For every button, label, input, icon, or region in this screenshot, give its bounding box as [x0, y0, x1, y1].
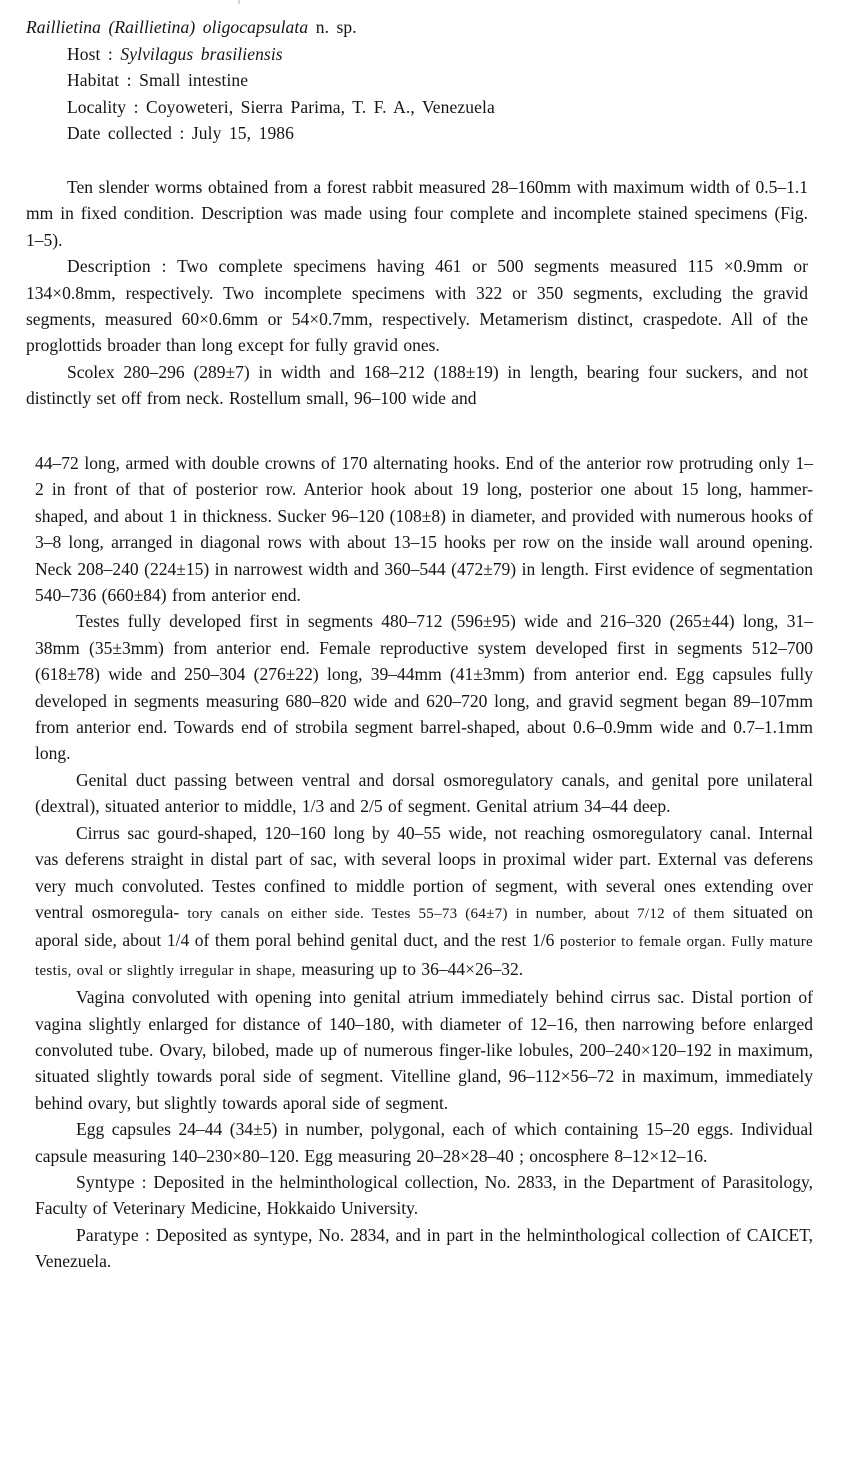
paratype-label: Paratype : [76, 1224, 151, 1245]
paragraph-scolex-continued: 44–72 long, armed with double crowns of 170 alternating hooks. End of the anterior row protruding only 1–2 in front of that of posterior row. Anterior hook about 19 long, posterior one about 15 long, hammer-shaped, and about 1 in thickness. Sucker 96–120 (108±8) in diameter, and provided with numerous hooks of 3–8 long, arranged in diagonal rows with about 13–15 hooks per row on the inside wall around opening. Neck 208–240 (224±15) in narrowest width and 360–544 (472±79) in length. First evidence of segmentation 540–736 (660±84) from anterior end. [35, 453, 813, 606]
cirrus-sac-text-3: situated on aporal side, about 1/4 of them poral behind genital duct, and the rest 1/6 [35, 901, 814, 951]
locality-label: Locality : [67, 96, 139, 117]
scan-mark [238, 0, 240, 4]
paragraph-testes: Testes fully developed first in segments 480–712 (596±95) wide and 216–320 (265±44) long, 31–38mm (35±3mm) from anterior end. Female reproductive system developed first in segments 512–700 (618±78) wide and 250–304 (276±22) long, 39–44mm (41±3mm) from anterior end. Egg capsules fully developed in segments measuring 680–820 wide and 620–720 long, and gravid segment began 89–107mm from anterior end. Towards end of strobila segment barrel-shaped, about 0.6–0.9mm wide and 0.7–1.1mm long. [35, 611, 813, 764]
paragraph-genital-duct: Genital duct passing between ventral and dorsal osmoregulatory canals, and genital pore unilateral (dextral), situated anterior to middle, 1/3 and 2/5 of segment. Genital atrium 34–44 deep. [35, 769, 813, 817]
paragraph-egg-capsules: Egg capsules 24–44 (34±5) in number, polygonal, each of which containing 15–20 eggs. Individual capsule measuring 140–230×80–120. Egg measuring 20–28×28–40 ; oncosphere 8–12×12–16. [35, 1119, 813, 1166]
paragraph-cirrus-sac [35, 820, 813, 984]
cirrus-sac-text-5: measuring up to 36–44×26–32. [301, 958, 524, 979]
title-species: oligocapsulata [202, 17, 309, 37]
body-text-lower [35, 450, 813, 1275]
paragraph-scolex-start: Scolex 280–296 (289±7) in width and 168–212 (188±19) in length, bearing four suckers, and not distinctly set off from neck. Rostellum small, 96–100 wide and [26, 361, 808, 409]
syntype-label: Syntype : [76, 1171, 147, 1192]
paragraph-paratype [35, 1222, 813, 1275]
title-genus: Raillietina [26, 17, 101, 37]
cirrus-sac-text-1: Cirrus sac gourd-shaped, 120–160 long by 40–55 wide, not reaching osmoregulatory canal. Internal vas deferens straight in distal part of sac, with several loops in proximal wider part. External vas deferens very much convoluted. Testes confined to middle portion of segment, with several ones extending over ventral osmoregula- [35, 822, 813, 922]
locality-line [26, 94, 786, 121]
body-text-upper [26, 174, 808, 412]
paragraph-syntype [35, 1169, 813, 1222]
title-subgenus: (Raillietina) [108, 17, 196, 37]
host-label: Host : [67, 43, 113, 64]
date-label: Date collected : [67, 123, 185, 143]
description-label: Description : [67, 256, 167, 277]
habitat-label: Habitat : [67, 70, 132, 90]
habitat-line [26, 67, 786, 94]
date-value: July 15, 1986 [191, 123, 294, 143]
species-title [26, 14, 786, 41]
title-suffix: n. sp. [315, 17, 357, 37]
paragraph-description [26, 253, 808, 359]
species-header [26, 14, 786, 147]
host-line [26, 41, 786, 68]
paratype-text: Deposited as syntype, No. 2834, and in part in the helminthological collection of CAICET, Venezuela. [35, 1224, 814, 1272]
syntype-text: Deposited in the helminthological collection, No. 2833, in the Department of Parasitology, Faculty of Veterinary Medicine, Hokkaido University. [35, 1171, 813, 1219]
paragraph-vagina: Vagina convoluted with opening into genital atrium immediately behind cirrus sac. Distal portion of vagina slightly enlarged for distance of 140–180, with diameter of 12–16, then narrowing before enlarged convoluted tube. Ovary, bilobed, made up of numerous finger-like lobules, 200–240×120–192 in maximum, situated slightly towards poral side of segment. Vitelline gland, 96–112×56–72 in maximum, immediately behind ovary, but slightly towards aporal side of segment. [35, 987, 813, 1113]
locality-value: Coyoweteri, Sierra Parima, T. F. A., Venezuela [146, 96, 495, 117]
habitat-value: Small intestine [139, 70, 249, 90]
description-text: Two complete specimens having 461 or 500 segments measured 115 ×0.9mm or 134×0.8mm, respectively. Two incomplete specimens with 322 or 350 segments, excluding the gravid segments, measured 60×0.6mm or 54×0.7mm, respectively. Metamerism distinct, craspedote. All of the proglottids broader than long except for fully gravid ones. [26, 256, 808, 356]
cirrus-sac-text-2: tory canals on either side. Testes 55–73 (64±7) in number, about 7/12 of them [187, 905, 725, 922]
cirrus-sac-text-4: posterior to female organ. Fully mature testis, oval or slightly irregular in shape, [35, 934, 813, 979]
date-line [26, 120, 786, 147]
paragraph-intro: Ten slender worms obtained from a forest rabbit measured 28–160mm with maximum width of 0.5–1.1 mm in fixed condition. Description was made using four complete and incomplete stained specimens (Fig. 1–5). [26, 177, 808, 250]
host-value: Sylvilagus brasiliensis [120, 43, 283, 64]
